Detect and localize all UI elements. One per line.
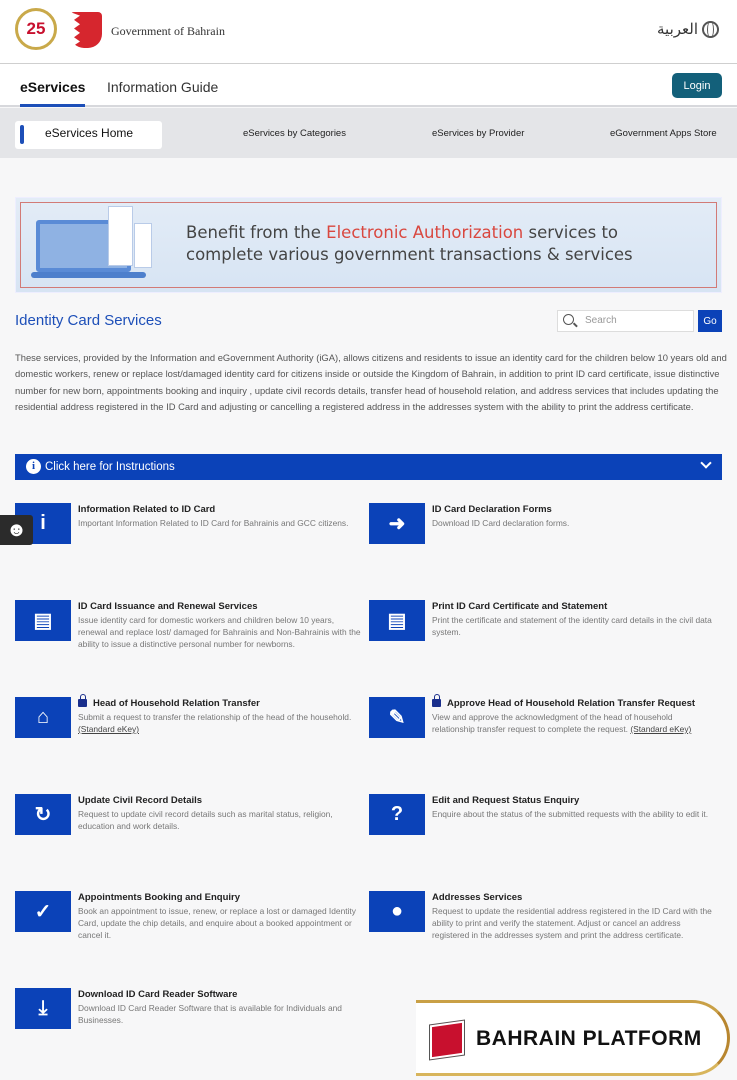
- service-title: ID Card Declaration Forms: [432, 504, 552, 515]
- globe-icon: [702, 21, 719, 38]
- bahrain-platform-logo-icon: [430, 1021, 464, 1060]
- service-description: [78, 711, 363, 735]
- banner-highlight: Electronic Authorization: [326, 223, 524, 242]
- home-icon[interactable]: ⌂: [15, 697, 71, 738]
- laptop-base: [31, 272, 146, 278]
- service-description: [78, 517, 363, 529]
- promo-banner[interactable]: [15, 197, 722, 293]
- lock-icon: [78, 699, 87, 707]
- service-description-text: Request to update the residential address registered in the ID Card with the ability to print and verify the statement. Adjust or cancel an address registered in the addresses system and print the address certificate.: [432, 906, 712, 940]
- sub-nav: [0, 108, 737, 158]
- feedback-smiley-icon[interactable]: ☻: [0, 515, 33, 545]
- service-description-text: Issue identity card for domestic workers and children below 10 years, renewal and replace lost/ damaged for Bahrainis and Non-Bahrainis with the ability to issue a distinctive personal number for newborns.: [78, 615, 361, 649]
- site-header: [0, 0, 737, 64]
- service-description-text: Important Information Related to ID Card for Bahrainis and GCC citizens.: [78, 518, 349, 528]
- search-icon: [563, 314, 574, 325]
- bahrain-platform-badge[interactable]: [416, 1000, 730, 1076]
- main-nav: [0, 64, 737, 107]
- service-title: Addresses Services: [432, 892, 523, 903]
- info-icon: i: [26, 459, 41, 474]
- service-name[interactable]: [78, 601, 258, 612]
- logo-25-text: 25: [26, 19, 46, 38]
- banner-text-pre: Benefit from the: [186, 223, 327, 242]
- service-name[interactable]: [78, 892, 240, 903]
- service-description: [78, 1002, 363, 1026]
- search-input[interactable]: [557, 310, 694, 332]
- service-description-text: Print the certificate and statement of the identity card details in the civil data system.: [432, 615, 712, 637]
- info-icon[interactable]: i: [15, 503, 71, 544]
- service-title: Download ID Card Reader Software: [78, 989, 238, 1000]
- service-name[interactable]: [432, 795, 579, 806]
- service-description: [78, 614, 363, 650]
- tab-information-guide[interactable]: Information Guide: [107, 79, 219, 95]
- service-title: Update Civil Record Details: [78, 795, 203, 806]
- standard-ekey-link[interactable]: (Standard eKey): [78, 724, 139, 734]
- service-title: Appointments Booking and Enquiry: [78, 892, 241, 903]
- bahrain-platform-label: BAHRAIN PLATFORM: [476, 1027, 702, 1050]
- search-placeholder: Search: [585, 315, 617, 326]
- service-name[interactable]: [78, 698, 260, 709]
- tab-eservices[interactable]: eServices: [20, 79, 85, 107]
- egovernment-apps-store-link[interactable]: eGovernment Apps Store: [610, 128, 717, 139]
- service-title: Approve Head of Household Relation Transfer Request: [447, 698, 696, 709]
- government-name[interactable]: Government of Bahrain: [111, 24, 225, 38]
- page-title: Identity Card Services: [15, 312, 162, 329]
- service-description: [432, 517, 717, 529]
- instructions-accordion[interactable]: [15, 454, 722, 480]
- file-export-icon[interactable]: ➜: [369, 503, 425, 544]
- service-name[interactable]: [78, 795, 202, 806]
- refresh-icon[interactable]: ↻: [15, 794, 71, 835]
- service-description-text: Request to update civil record details such as marital status, religion, education and work details.: [78, 809, 333, 831]
- pencil-icon[interactable]: ✎: [369, 697, 425, 738]
- download-icon[interactable]: ⤓: [15, 988, 71, 1029]
- language-label: العربية: [657, 21, 698, 38]
- service-title: Information Related to ID Card: [78, 504, 216, 515]
- service-title: Print ID Card Certificate and Statement: [432, 601, 608, 612]
- eservices-by-provider-link[interactable]: eServices by Provider: [432, 128, 525, 139]
- service-description: [432, 614, 717, 638]
- chevron-down-icon: [700, 457, 711, 468]
- service-name[interactable]: [78, 504, 215, 515]
- document-illustration: [108, 206, 133, 266]
- service-description-text: Submit a request to transfer the relationship of the head of the household.: [78, 712, 352, 722]
- page-description: These services, provided by the Information and eGovernment Authority (iGA), allows citizens and residents to issue an identity card for the children below 10 years old and domestic workers, renew or replace lost/damaged identity card for citizens inside or outside the Kingdom of Bahrain, in addition to print ID card certificate, issue distinctive number for new born, appointments booking and inquiry , update civil records details, transfer head of household relation, and address services that includes updating the residential address registered in the ID Card and adjusting or cancelling a registered address in the addresses system with the ability to print the address certificate.: [15, 352, 727, 413]
- service-name[interactable]: [432, 601, 607, 612]
- service-name[interactable]: [432, 504, 552, 515]
- service-description: [78, 808, 363, 832]
- service-title: Edit and Request Status Enquiry: [432, 795, 580, 806]
- anniversary-logo: [15, 8, 57, 50]
- service-description-text: Book an appointment to issue, renew, or replace a lost or damaged Identity Card, update the chip details, and enquire about a booked appointment or cancel it.: [78, 906, 356, 940]
- banner-text-post: services to: [523, 223, 619, 242]
- lock-icon: [432, 699, 441, 707]
- document-icon[interactable]: ▤: [369, 600, 425, 641]
- service-name[interactable]: [432, 698, 695, 709]
- question-icon[interactable]: ?: [369, 794, 425, 835]
- bahrain-emblem-icon: [70, 12, 102, 48]
- document-illustration: [134, 223, 152, 268]
- service-description-text: Enquire about the status of the submitted requests with the ability to edit it.: [432, 809, 709, 819]
- service-description: [78, 905, 363, 941]
- banner-text-line2: complete various government transactions & services: [186, 245, 633, 264]
- service-name[interactable]: [78, 989, 237, 1000]
- service-description: [432, 905, 717, 941]
- service-title: ID Card Issuance and Renewal Services: [78, 601, 258, 612]
- login-button[interactable]: Login: [672, 73, 722, 98]
- go-button[interactable]: Go: [698, 310, 722, 332]
- service-description: [432, 711, 717, 735]
- standard-ekey-link[interactable]: (Standard eKey): [630, 724, 692, 734]
- service-description-text: View and approve the acknowledgment of the head of household relationship transfer request to complete the request.: [432, 712, 673, 734]
- document-icon[interactable]: ▤: [15, 600, 71, 641]
- banner-text: [186, 222, 633, 266]
- language-switch[interactable]: [657, 20, 719, 38]
- service-description-text: Download ID Card declaration forms.: [432, 518, 570, 528]
- eservices-home-link[interactable]: eServices Home: [15, 121, 162, 149]
- service-name[interactable]: [432, 892, 522, 903]
- service-description: [432, 808, 717, 820]
- service-description-text: Download ID Card Reader Software that is available for Individuals and Businesses.: [78, 1003, 342, 1025]
- instructions-label: Click here for Instructions: [45, 461, 175, 473]
- calendar-check-icon[interactable]: ✓: [15, 891, 71, 932]
- service-title: Head of Household Relation Transfer: [93, 698, 260, 709]
- eservices-by-categories-link[interactable]: eServices by Categories: [243, 128, 346, 139]
- map-pin-icon[interactable]: ●: [369, 891, 425, 932]
